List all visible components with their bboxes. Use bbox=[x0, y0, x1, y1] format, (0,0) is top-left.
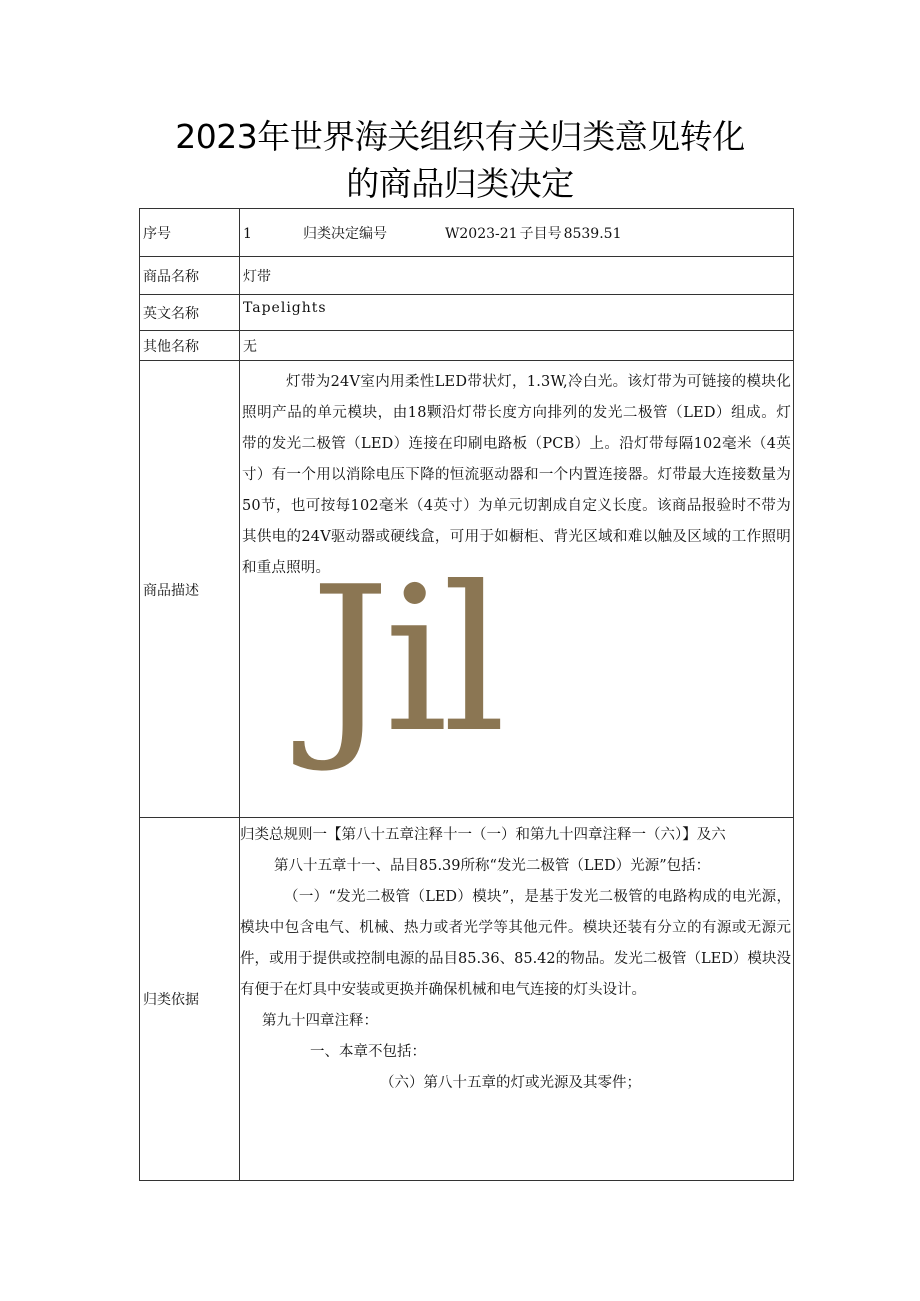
table-row-basis bbox=[140, 818, 794, 1181]
basis-line-4: 第九十四章注释： bbox=[262, 1013, 378, 1029]
table-row-other bbox=[140, 331, 794, 361]
serial-label: 序号 bbox=[140, 209, 240, 257]
name-label: 商品名称 bbox=[140, 257, 240, 295]
basis-line-1: 归类总规则一【第八十五章注释十一（一）和第九十四章注释一（六）】及六 bbox=[240, 827, 726, 843]
english-value: Tapelights bbox=[240, 295, 794, 331]
description-cell bbox=[240, 361, 794, 818]
basis-cell bbox=[240, 818, 794, 1181]
basis-line-2: 第八十五章十一、品目85.39所称“发光二极管（LED）光源”包括： bbox=[274, 858, 711, 874]
description-label: 商品描述 bbox=[140, 361, 240, 818]
table-row-english bbox=[140, 295, 794, 331]
name-value: 灯带 bbox=[240, 257, 794, 295]
basis-line-6: （六）第八十五章的灯或光源及其零件； bbox=[380, 1075, 641, 1091]
subheading-label: 子目号 bbox=[519, 225, 562, 242]
english-label: 英文名称 bbox=[140, 295, 240, 331]
decision-number-label: 归类决定编号 bbox=[303, 225, 387, 242]
title-line-1: 2023年世界海关组织有关归类意见转化 bbox=[175, 117, 745, 156]
table-row-serial bbox=[140, 209, 794, 257]
classification-table bbox=[139, 208, 794, 1181]
decision-number-value: W2023-21 bbox=[445, 225, 518, 242]
basis-line-5: 一、本章不包括： bbox=[310, 1044, 426, 1060]
table-row-name bbox=[140, 257, 794, 295]
basis-line-3: （一）“发光二极管（LED）模块”，是基于发光二极管的电路构成的电光源，模块中包含电气、机械、热力或者光学等其他元件。模块还装有分立的有源或无源元件，或用于提供或控制电源的品目85.36、85.42的物品。发光二极管（LED）模块没有便于在灯具中安装或更换并确保机械和电气连接的灯头设计。 bbox=[240, 889, 791, 998]
title-line-2: 的商品归类决定 bbox=[346, 164, 574, 203]
table-row-description bbox=[140, 361, 794, 818]
logo-watermark: Jil bbox=[310, 544, 501, 777]
other-label: 其他名称 bbox=[140, 331, 240, 361]
document-title bbox=[0, 113, 920, 207]
serial-cell bbox=[240, 209, 794, 257]
basis-label: 归类依据 bbox=[140, 818, 240, 1181]
description-text: 灯带为24V室内用柔性LED带状灯，1.3W,冷白光。该灯带为可链接的模块化照明产品的单元模块，由18颗沿灯带长度方向排列的发光二极管（LED）组成。灯带的发光二极管（LED）连接在印刷电路板（PCB）上。沿灯带每隔102毫米（4英寸）有一个用以消除电压下降的恒流驱动器和一个内置连接器。灯带最大连接数量为50节，也可按每102毫米（4英寸）为单元切割成自定义长度。该商品报验时不带为其供电的24V驱动器或硬线盒，可用于如橱柜、背光区域和难以触及区域的工作照明和重点照明。 bbox=[242, 374, 791, 576]
subheading-value: 8539.51 bbox=[563, 225, 622, 242]
other-value: 无 bbox=[240, 331, 794, 361]
serial-value: 1 bbox=[243, 225, 252, 242]
